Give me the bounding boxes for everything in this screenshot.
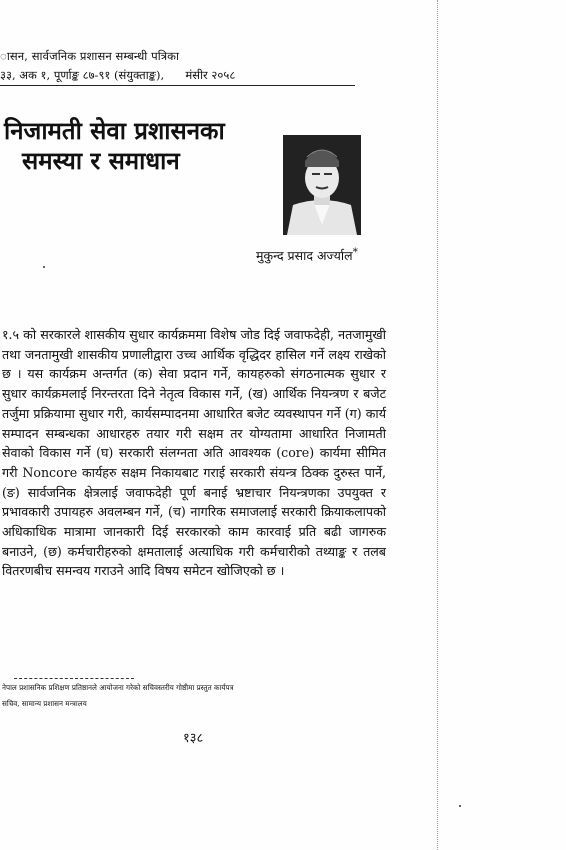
footnote-1: नेपाल प्रशासनिक प्रशिक्षण प्रतिष्ठानले आयोजना गरेको सचिवस्तरीय गोष्ठीमा प्रस्तुत कार्यपत्र xyxy=(2,683,234,692)
issue-date: मंसीर २०५८ xyxy=(185,68,236,82)
author-name xyxy=(256,246,358,264)
article-body xyxy=(2,325,386,581)
scan-speck xyxy=(459,805,461,807)
author-photo xyxy=(283,135,361,235)
footnote-2: सचिव, सामान्य प्रशासन मन्त्रालय xyxy=(2,699,87,708)
author-name-text: मुकुन्द प्रसाद अर्ज्याल xyxy=(256,248,353,264)
journal-header-line1: ासन, सार्वजनिक प्रशासन सम्बन्धी पत्रिका xyxy=(0,49,180,63)
header-rule xyxy=(0,85,355,86)
journal-header-line2 xyxy=(0,68,235,83)
footnote-rule xyxy=(14,678,134,679)
scan-edge-line xyxy=(437,0,439,850)
page-number: १३८ xyxy=(183,731,204,746)
body-paragraph: १.५ को सरकारले शासकीय सुधार कार्यक्रममा विशेष जोड दिई जवाफदेही, नतजामुखी तथा जनतामुखी शासकीय प्रणालीद्वारा उच्च आर्थिक वृद्धिदर हासिल गर्ने लक्ष्य राखेको छ । यस कार्यक्रम अन्तर्गत (क) सेवा प्रदान गर्ने, कायहरुको संगठनात्मक सुधार र सुधार कार्यक्रमलाई निरन्तरता दिने नेतृत्व विकास गर्ने, (ख) आर्थिक नियन्त्रण र बजेट तर्जुमा प्रक्रियामा सुधार गरी, कार्यसम्पादनमा आधारित बजेट व्यवस्थापन गर्ने (ग) कार्य सम्पादन सम्बन्धका आधारहरु तयार गरी सक्षम तर योग्यतामा आधारित निजामती सेवाको विकास गर्ने (घ) सरकारी संलग्नता अति आवश्यक (core) कार्यमा सीमित गरी Noncore कार्यहरु सक्षम निकायबाट गराई सरकारी संयन्त्र ठिक्क दुरुस्त पार्ने, (ङ) सार्वजनिक क्षेत्रलाई जवाफदेही पूर्ण बनाई भ्रष्टाचार नियन्त्रणका उपयुक्त र प्रभावकारी उपायहरु अवलम्बन गर्ने, (च) नागरिक समाजलाई सरकारी क्रियाकलापको अधिकाधिक मात्रामा जानकारी दिई सरकारको काम कारवाई प्रति बढी जागरुक बनाउने, (छ) कर्मचारीहरुको क्षमतालाई अत्याधिक गरी कर्मचारीको तथ्याङ्क र तलब वितरणबीच समन्वय गराउने आदि विषय समेटन खोजिएको छ । xyxy=(2,327,386,579)
article-title-line1: निजामती सेवा प्रशासनका xyxy=(4,116,225,145)
author-footnote-mark: * xyxy=(352,246,358,258)
article-title-line2: समस्या र समाधान xyxy=(22,146,180,175)
issue-info: ३३, अक १, पूर्णाङ्क ८७-९१ (संयुक्ताङ्क), xyxy=(0,68,165,82)
scan-speck xyxy=(43,266,45,268)
